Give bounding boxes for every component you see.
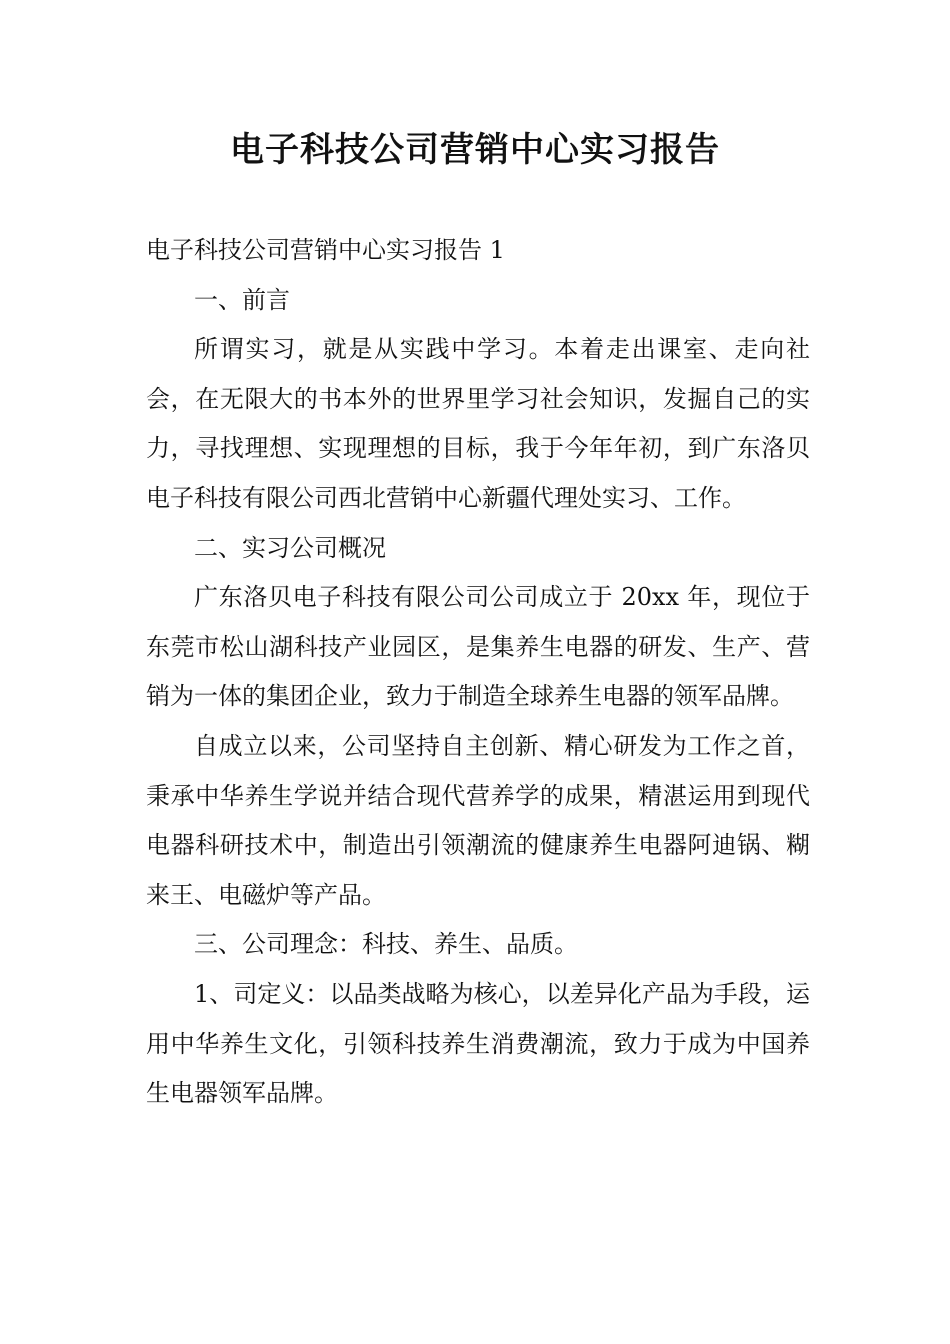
section-heading-preface: 一、前言 xyxy=(194,285,290,314)
paragraph-company-innovation: 自成立以来，公司坚持自主创新、精心研发为工作之首，秉承中华养生学说并结合现代营养学的成果，精湛运用到现代电器科研技术中，制造出引领潮流的健康养生电器阿迪锅、糊来王、电磁炉等产品。 xyxy=(146,731,810,909)
document-title: 电子科技公司营销中心实习报告 xyxy=(230,130,720,170)
paragraph-preface: 所谓实习，就是从实践中学习。本着走出课室、走向社会，在无限大的书本外的世界里学习社会知识，发掘自己的实力，寻找理想、实现理想的目标，我于今年年初，到广东洛贝电子科技有限公司西北营销中心新疆代理处实习、工作。 xyxy=(146,335,810,512)
section-heading-company-overview: 二、实习公司概况 xyxy=(194,533,386,562)
paragraph-company-definition: 1、司定义：以品类战略为核心，以差异化产品为手段，运用中华养生文化，引领科技养生消费潮流，致力于成为中国养生电器领军品牌。 xyxy=(146,979,810,1108)
paragraph-company-founding: 广东洛贝电子科技有限公司公司成立于 20xx 年，现位于东莞市松山湖科技产业园区，是集养生电器的研发、生产、营销为一体的集团企业，致力于制造全球养生电器的领军品牌。 xyxy=(146,583,810,711)
report-subtitle: 电子科技公司营销中心实习报告 1 xyxy=(146,236,505,264)
document-body xyxy=(146,226,810,1119)
section-heading-company-philosophy: 三、公司理念：科技、养生、品质。 xyxy=(194,930,578,959)
